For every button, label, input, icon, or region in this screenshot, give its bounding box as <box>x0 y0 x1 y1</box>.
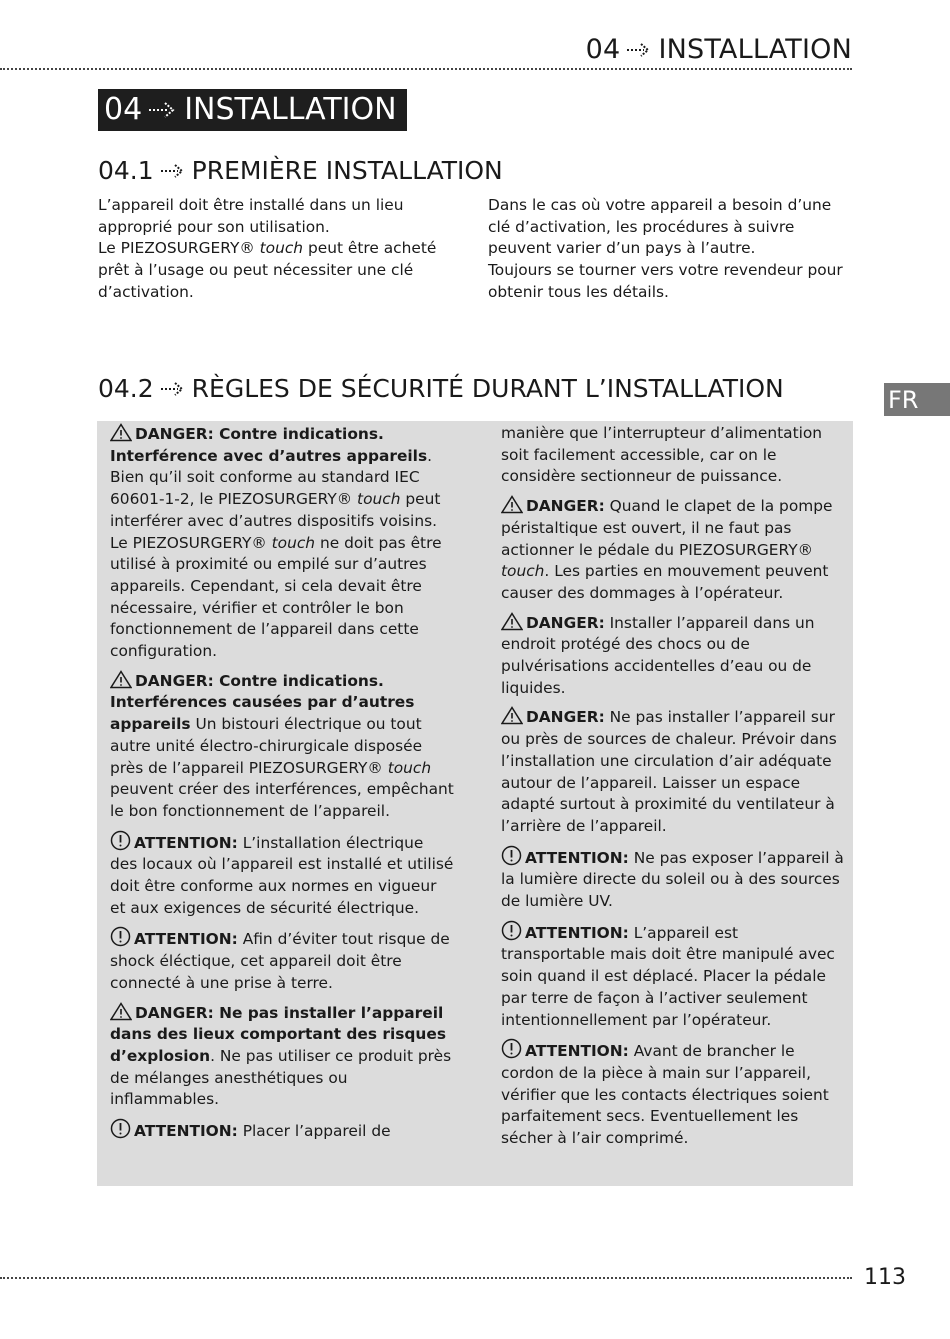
running-header-number: 04 <box>585 34 621 65</box>
page-number: 113 <box>864 1265 906 1290</box>
paragraph-line: L’appareil doit être installé dans un lieu approprié pour son utilisation. <box>98 196 404 236</box>
text-span: Installer l’appareil dans un endroit protégé des chocs ou de pulvérisations accidentelles d’eau ou de liquides. <box>501 613 815 697</box>
attention-item <box>501 1038 846 1150</box>
text-span: Le PIEZOSURGERY® <box>98 239 260 258</box>
text-span: peut interférer avec d’autres dispositifs voisins. Le PIEZOSURGERY® <box>110 490 441 552</box>
danger-item <box>110 1002 455 1112</box>
danger-label: DANGER: <box>526 613 605 632</box>
text-span: Ne pas installer l’appareil sur ou près de sources de chaleur. Prévoir dans l’installation une circulation d’air adéquate autour de l’appareil. Laisser un espace adapté surtout à proximité du ventilateur à l’arrière de l’appareil. <box>501 708 837 835</box>
danger-label: DANGER: <box>526 497 605 516</box>
product-name-italic: touch <box>357 490 401 509</box>
text-span: Placer l’appareil de <box>237 1122 391 1141</box>
section1-right-paragraph <box>488 195 858 304</box>
footer-divider <box>0 1277 852 1279</box>
text-span: Un bistouri électrique ou tout autre unité électro-chirurgicale disposée près de l’appareil PIEZOSURGERY® <box>110 715 423 777</box>
text-span: . Ne pas utiliser ce produit près de mélanges anesthétiques ou inflammables. <box>110 1046 452 1109</box>
product-name-italic: touch <box>501 562 545 581</box>
product-name-italic: touch <box>271 533 316 552</box>
product-name-italic: touch <box>387 758 432 777</box>
text-span: L’installation électrique des locaux où l’appareil est installé et utilisé doit être conforme aux normes en vigueur et aux exigences de sécurité électrique. <box>110 833 454 917</box>
dotted-arrow-icon <box>160 381 186 397</box>
safety-left-column <box>110 423 455 1150</box>
exclamation-circle-icon <box>501 1038 522 1059</box>
danger-item <box>110 423 455 663</box>
exclamation-circle-icon <box>501 845 522 866</box>
text-span: Ne pas exposer l’appareil à la lumière directe du soleil ou à des sources de lumière UV. <box>501 848 844 911</box>
dotted-arrow-icon <box>160 163 186 179</box>
warning-triangle-icon <box>501 495 523 514</box>
exclamation-circle-icon <box>501 920 522 941</box>
exclamation-circle-icon <box>110 1118 131 1139</box>
text-span: . Les parties en mouvement peuvent causer des dommages à l’opérateur. <box>501 562 829 602</box>
text-span: Afin d’éviter tout risque de shock éléctique, cet appareil doit être connecté à une prise à terre. <box>110 930 450 992</box>
danger-label: DANGER: Contre indications. Interférences causées par d’autres appareils <box>110 671 415 734</box>
attention-label: ATTENTION: <box>525 848 629 867</box>
attention-item <box>110 926 455 994</box>
running-header <box>586 34 852 65</box>
danger-item <box>501 612 846 700</box>
section-heading-04-2 <box>98 374 784 403</box>
section-number: 04.1 <box>98 156 154 185</box>
danger-item <box>501 706 846 837</box>
chapter-title <box>98 89 407 131</box>
text-span: ne doit pas être utilisé à proximité ou empilé sur d’autres appareils. Cependant, si cela devait être nécessaire, vérifier et contrôler le bon fonctionnement de l’appareil dans cette configuration. <box>110 533 442 661</box>
section-heading-04-1 <box>98 156 503 185</box>
chapter-number: 04 <box>104 92 143 127</box>
text-span: peuvent créer des interférences, empêchant le bon fonctionnement de l’appareil. <box>110 780 454 820</box>
attention-label: ATTENTION: <box>525 923 629 942</box>
attention-label: ATTENTION: <box>525 1042 629 1061</box>
warning-triangle-icon <box>501 612 523 631</box>
attention-item <box>501 845 846 913</box>
attention-label: ATTENTION: <box>134 930 238 949</box>
safety-right-column <box>501 423 846 1157</box>
text-span: peut être acheté prêt à l’usage ou peut nécessiter une clé d’activation. <box>98 239 437 301</box>
language-tab: FR <box>884 383 950 416</box>
section1-left-paragraph <box>98 195 448 304</box>
danger-label: DANGER: Contre indications. Interférence avec d’autres appareils <box>110 425 428 465</box>
attention-item <box>501 920 846 1032</box>
danger-item <box>501 495 846 605</box>
attention-item <box>110 830 455 920</box>
text-span: L’appareil est transportable mais doit être manipulé avec soin quand il est déplacé. Placer la pédale par terre de façon à l’activer seulement intentionnellement par l’opérateur. <box>501 923 835 1029</box>
paragraph-line <box>98 238 448 303</box>
warning-triangle-icon <box>110 423 132 442</box>
dotted-arrow-icon <box>148 101 178 119</box>
dotted-arrow-icon <box>626 42 652 58</box>
danger-item <box>110 670 455 823</box>
attention-label: ATTENTION: <box>134 1122 238 1141</box>
warning-triangle-icon <box>501 706 523 725</box>
chapter-title-text: INSTALLATION <box>184 92 397 127</box>
header-divider <box>0 68 852 70</box>
danger-label: DANGER: Ne pas installer l’appareil dans des lieux comportant des risques d’explosion <box>110 1003 446 1065</box>
product-name-italic: touch <box>259 239 304 258</box>
exclamation-circle-icon <box>110 926 131 947</box>
text-span: Avant de brancher le cordon de la pièce à main sur l’appareil, vérifier que les contacts électriques soient parfaitement secs. Eventuellement les sécher à l’air comprimé. <box>501 1042 829 1148</box>
warning-triangle-icon <box>110 1002 132 1021</box>
section-title: PREMIÈRE INSTALLATION <box>191 156 503 185</box>
text-span: Quand le clapet de la pompe péristaltique est ouvert, il ne faut pas actionner le pédale du PIEZOSURGERY® <box>501 497 833 559</box>
exclamation-circle-icon <box>110 830 131 851</box>
danger-label: DANGER: <box>526 708 605 727</box>
text-span: . Bien qu’il soit conforme au standard IEC 60601-1-2, le PIEZOSURGERY® <box>110 446 433 509</box>
warning-triangle-icon <box>110 670 132 689</box>
running-header-title: INSTALLATION <box>658 34 852 65</box>
attention-label: ATTENTION: <box>134 833 238 852</box>
section-title: RÈGLES DE SÉCURITÉ DURANT L’INSTALLATION <box>191 374 784 403</box>
attention-item <box>110 1118 455 1143</box>
paragraph-line: Toujours se tourner vers votre revendeur pour obtenir tous les détails. <box>488 261 843 301</box>
section-number: 04.2 <box>98 374 154 403</box>
continued-text: manière que l’interrupteur d’alimentation soit facilement accessible, car on le considère sectionneur de puissance. <box>501 424 823 486</box>
paragraph-line: Dans le cas où votre appareil a besoin d’une clé d’activation, les procédures à suivre peuvent varier d’un pays à l’autre. <box>488 196 832 258</box>
